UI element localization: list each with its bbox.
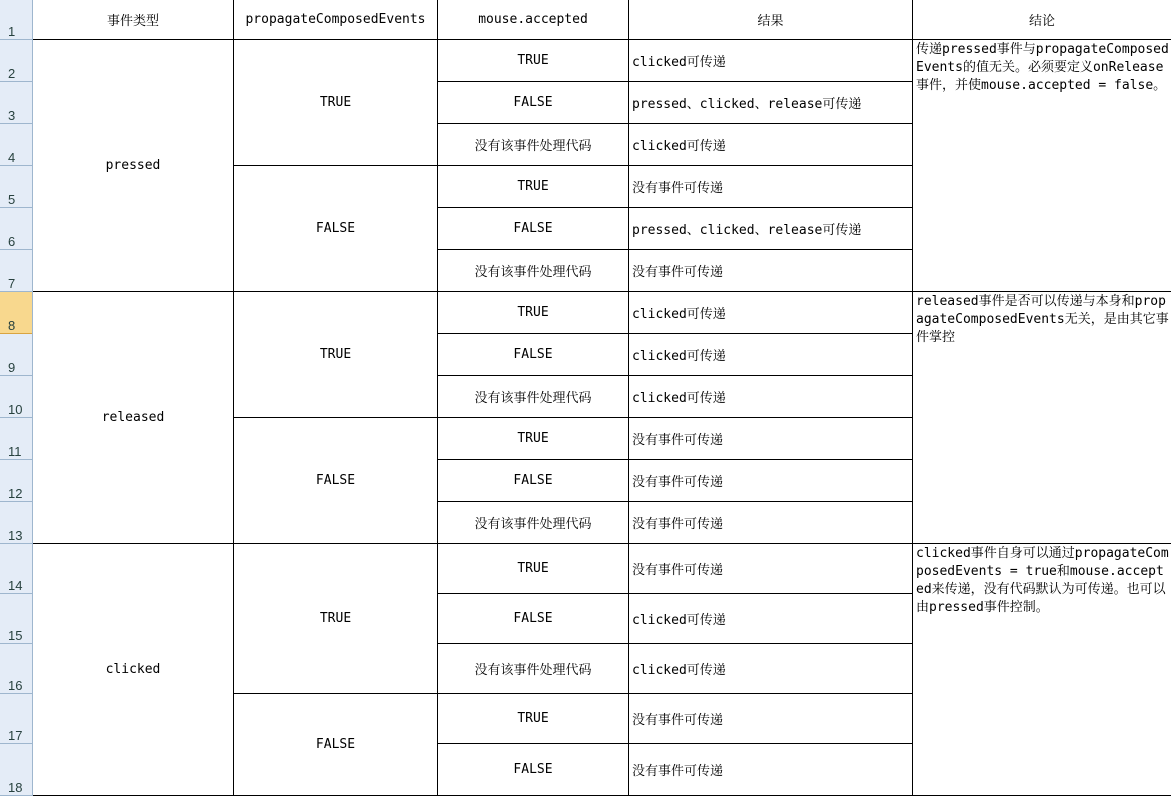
conclusion-cell[interactable]: released事件是否可以传递与本身和propagateComposedEvents无关，是由其它事件掌控	[913, 292, 1171, 544]
row-header-9[interactable]	[0, 334, 32, 376]
accepted-cell[interactable]: 没有该事件处理代码	[438, 250, 629, 292]
result-cell[interactable]: clicked可传递	[629, 594, 913, 644]
row-number: 6	[8, 234, 16, 249]
result-cell[interactable]: clicked可传递	[629, 124, 913, 166]
row-header-1[interactable]	[0, 0, 32, 40]
accepted-cell[interactable]: FALSE	[438, 208, 629, 250]
propagate-cell[interactable]: TRUE	[234, 40, 438, 166]
result-cell[interactable]: 没有事件可传递	[629, 166, 913, 208]
accepted-cell[interactable]: TRUE	[438, 544, 629, 594]
result-cell[interactable]: clicked可传递	[629, 376, 913, 418]
accepted-cell[interactable]: TRUE	[438, 418, 629, 460]
accepted-cell[interactable]: 没有该事件处理代码	[438, 376, 629, 418]
row-number: 14	[8, 578, 23, 593]
row-header-8[interactable]	[0, 292, 32, 334]
header-event-type[interactable]: 事件类型	[33, 0, 234, 40]
accepted-cell[interactable]: TRUE	[438, 292, 629, 334]
row-number: 13	[8, 528, 23, 543]
row-number: 4	[8, 150, 16, 165]
accepted-cell[interactable]: FALSE	[438, 334, 629, 376]
event-type-cell[interactable]: pressed	[33, 40, 234, 292]
propagate-cell[interactable]: FALSE	[234, 418, 438, 544]
result-cell[interactable]: pressed、clicked、release可传递	[629, 208, 913, 250]
event-type-cell[interactable]: released	[33, 292, 234, 544]
conclusion-cell[interactable]: clicked事件自身可以通过propagateComposedEvents = true和mouse.accepted来传递，没有代码默认为可传递。也可以由pressed事件控制。	[913, 544, 1171, 796]
row-header-11[interactable]	[0, 418, 32, 460]
result-cell[interactable]: 没有事件可传递	[629, 418, 913, 460]
row-number: 16	[8, 678, 23, 693]
header-conclusion[interactable]: 结论	[913, 0, 1171, 40]
row-header-2[interactable]	[0, 40, 32, 82]
header-mouse-accepted[interactable]: mouse.accepted	[438, 0, 629, 40]
row-header-12[interactable]	[0, 460, 32, 502]
result-cell[interactable]: 没有事件可传递	[629, 460, 913, 502]
result-cell[interactable]: clicked可传递	[629, 334, 913, 376]
header-result[interactable]: 结果	[629, 0, 913, 40]
result-cell[interactable]: clicked可传递	[629, 644, 913, 694]
accepted-cell[interactable]: FALSE	[438, 460, 629, 502]
result-cell[interactable]: pressed、clicked、release可传递	[629, 82, 913, 124]
row-number: 8	[8, 318, 16, 333]
row-header-3[interactable]	[0, 82, 32, 124]
row-number: 15	[8, 628, 23, 643]
result-cell[interactable]: 没有事件可传递	[629, 250, 913, 292]
accepted-cell[interactable]: 没有该事件处理代码	[438, 502, 629, 544]
propagate-cell[interactable]: FALSE	[234, 166, 438, 292]
result-cell[interactable]: clicked可传递	[629, 40, 913, 82]
header-propagate[interactable]: propagateComposedEvents	[234, 0, 438, 40]
result-cell[interactable]: 没有事件可传递	[629, 744, 913, 796]
row-number: 18	[8, 780, 23, 795]
row-header-13[interactable]	[0, 502, 32, 544]
propagate-cell[interactable]: TRUE	[234, 544, 438, 694]
accepted-cell[interactable]: 没有该事件处理代码	[438, 644, 629, 694]
accepted-cell[interactable]: TRUE	[438, 166, 629, 208]
row-number: 5	[8, 192, 16, 207]
row-number: 9	[8, 360, 16, 375]
row-header-5[interactable]	[0, 166, 32, 208]
row-number: 10	[8, 402, 23, 417]
row-header-6[interactable]	[0, 208, 32, 250]
accepted-cell[interactable]: FALSE	[438, 82, 629, 124]
row-header-18[interactable]	[0, 744, 32, 796]
accepted-cell[interactable]: FALSE	[438, 744, 629, 796]
event-type-cell[interactable]: clicked	[33, 544, 234, 796]
row-header-7[interactable]	[0, 250, 32, 292]
accepted-cell[interactable]: TRUE	[438, 40, 629, 82]
accepted-cell[interactable]: 没有该事件处理代码	[438, 124, 629, 166]
row-number: 12	[8, 486, 23, 501]
result-cell[interactable]: clicked可传递	[629, 292, 913, 334]
row-number: 17	[8, 728, 23, 743]
row-header-column	[0, 0, 33, 796]
propagate-cell[interactable]: FALSE	[234, 694, 438, 796]
row-number: 2	[8, 66, 16, 81]
row-header-4[interactable]	[0, 124, 32, 166]
row-header-17[interactable]	[0, 694, 32, 744]
row-header-14[interactable]	[0, 544, 32, 594]
row-number: 1	[8, 24, 16, 39]
row-header-16[interactable]	[0, 644, 32, 694]
row-header-15[interactable]	[0, 594, 32, 644]
accepted-cell[interactable]: FALSE	[438, 594, 629, 644]
result-cell[interactable]: 没有事件可传递	[629, 694, 913, 744]
row-header-10[interactable]	[0, 376, 32, 418]
result-cell[interactable]: 没有事件可传递	[629, 502, 913, 544]
accepted-cell[interactable]: TRUE	[438, 694, 629, 744]
propagate-cell[interactable]: TRUE	[234, 292, 438, 418]
result-cell[interactable]: 没有事件可传递	[629, 544, 913, 594]
conclusion-cell[interactable]: 传递pressed事件与propagateComposedEvents的值无关。必须要定义onRelease事件，并使mouse.accepted = false。	[913, 40, 1171, 292]
row-number: 11	[8, 444, 22, 459]
row-number: 7	[8, 276, 16, 291]
row-number: 3	[8, 108, 16, 123]
